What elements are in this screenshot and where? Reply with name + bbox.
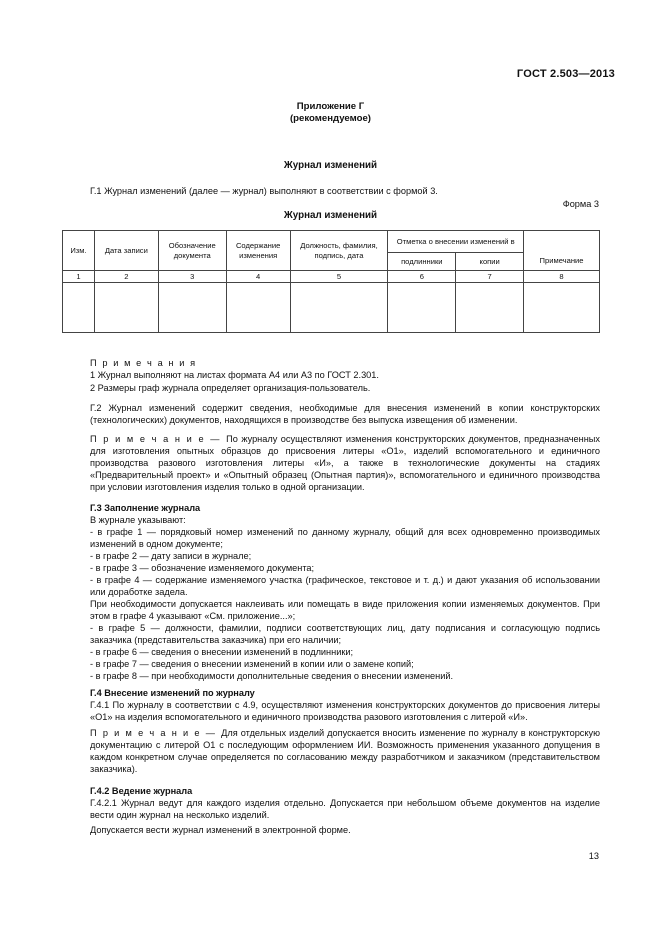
heading-g4: Г.4 Внесение изменений по журналу: [90, 688, 255, 698]
empty-cell: [158, 283, 226, 333]
note-g4-lead: П р и м е ч а н и е —: [90, 728, 222, 738]
note-g2-text: По журналу осуществляют изменения конструкторских документов, предназначенных для изготовления опытных образцов до присвоения литеры «О1», изделий вспомогательного и единичного производства разового изготовления литеры «И», а также в технологические документы на стадиях «Предварительный проект» и «Опытный образец (Опытная партия)», вспомогательного и единичного производства при условии изготовления изделия только в одной организации.: [90, 434, 601, 492]
column-header-document: Обозначение документа: [158, 231, 226, 271]
column-number: 6: [388, 271, 456, 283]
g3-line: - в графе 1 — порядковый номер изменений по данному журналу, общий для всех одновременно производимых изменений в одном документе;: [90, 527, 600, 549]
empty-cell: [456, 283, 524, 333]
note-2: 2 Размеры граф журнала определяет организация-пользователь.: [90, 383, 371, 393]
column-number: 2: [94, 271, 158, 283]
column-header-date: Дата записи: [94, 231, 158, 271]
paragraph-g1: Г.1 Журнал изменений (далее — журнал) выполняют в соответствии с формой 3.: [90, 186, 438, 196]
note-g4: [90, 727, 600, 775]
g3-list: [90, 514, 600, 682]
note-g2-lead: П р и м е ч а н и е —: [90, 434, 227, 444]
heading-g42: Г.4.2 Ведение журнала: [90, 786, 193, 796]
empty-cell: [63, 283, 95, 333]
empty-cell: [388, 283, 456, 333]
column-header-signature: Должность, фамилия, подпись, дата: [290, 231, 388, 271]
column-header-change: Изм.: [63, 231, 95, 271]
g3-line: - в графе 5 — должности, фамилии, подписи соответствующих лиц, дату подписания и согласующую подпись заказчика (представительства заказчика) при его наличии;: [90, 623, 600, 645]
g3-line: - в графе 7 — сведения о внесении изменений в копии или о замене копий;: [90, 659, 414, 669]
note-1: 1 Журнал выполняют на листах формата А4 или А3 по ГОСТ 2.301.: [90, 370, 379, 380]
paragraph-g41: Г.4.1 По журналу в соответствии с 4.9, осуществляют изменения конструкторских документов до присвоения литеры «О1» на изделия вспомогательного и единичного производства разового изготовления с литерой «И».: [90, 700, 600, 722]
column-number: 8: [524, 271, 600, 283]
paragraph-g421: Г.4.2.1 Журнал ведут для каждого изделия отдельно. Допускается при небольшом объеме документов на изделие вести один журнал на несколько изделий.: [90, 798, 600, 820]
document-header: ГОСТ 2.503—2013: [516, 68, 615, 80]
heading-g3: Г.3 Заполнение журнала: [90, 503, 201, 513]
column-header-copies: копии: [456, 253, 524, 271]
section-title: Журнал изменений: [283, 160, 378, 171]
page-number: 13: [588, 851, 599, 861]
note-g2: [90, 433, 600, 493]
column-number: 7: [456, 271, 524, 283]
empty-cell: [290, 283, 388, 333]
g3-line: - в графе 2 — дату записи в журнале;: [90, 551, 252, 561]
g3-line: При необходимости допускается наклеивать или помещать в виде приложения копии изменяемых документов. При этом в графе 4 указывают «См. приложение...»;: [90, 599, 600, 621]
empty-cell: [226, 283, 290, 333]
g3-line: - в графе 6 — сведения о внесении изменений в подлинники;: [90, 647, 354, 657]
g3-line: В журнале указывают:: [90, 515, 186, 525]
column-number: 5: [290, 271, 388, 283]
appendix-heading: [0, 101, 661, 125]
change-log-form-table: [62, 230, 600, 333]
note-g4-text: Для отдельных изделий допускается вносить изменение по журналу в конструкторскую документацию с литерой О1 с последующим оформлением ИИ. Возможность применения указанного допущения в каждом конкретном случае определяется по согласованию между разработчиком и заказчиком (представительством заказчика).: [90, 728, 600, 774]
empty-cell: [94, 283, 158, 333]
column-number: 1: [63, 271, 95, 283]
appendix-subtitle: (рекомендуемое): [289, 113, 371, 124]
notes-title: П р и м е ч а н и я: [90, 358, 197, 368]
column-number: 4: [226, 271, 290, 283]
column-number: 3: [158, 271, 226, 283]
form-label: Форма 3: [562, 199, 599, 209]
g3-line: - в графе 4 — содержание изменяемого участка (графическое, текстовое и т. д.) и дают указания об использовании или доработке задела.: [90, 575, 600, 597]
column-header-mark: Отметка о внесении изменений в: [388, 231, 524, 253]
g3-line: - в графе 3 — обозначение изменяемого документа;: [90, 563, 315, 573]
column-header-note: Примечание: [524, 231, 600, 271]
column-header-content: Содержание изменения: [226, 231, 290, 271]
paragraph-g2-text: Г.2 Журнал изменений содержит сведения, необходимые для внесения изменений в копии конструкторских (технологических) документов, находящихся в производстве без выпуска извещения об изменении.: [90, 403, 600, 425]
paragraph-g421b: Допускается вести журнал изменений в электронной форме.: [90, 825, 351, 835]
form-title: Журнал изменений: [283, 210, 378, 221]
empty-cell: [524, 283, 600, 333]
paragraph-g2: [90, 402, 600, 426]
g3-line: - в графе 8 — при необходимости дополнительные сведения о внесении изменений.: [90, 671, 454, 681]
column-header-originals: подлинники: [388, 253, 456, 271]
appendix-title: Приложение Г: [296, 101, 365, 112]
